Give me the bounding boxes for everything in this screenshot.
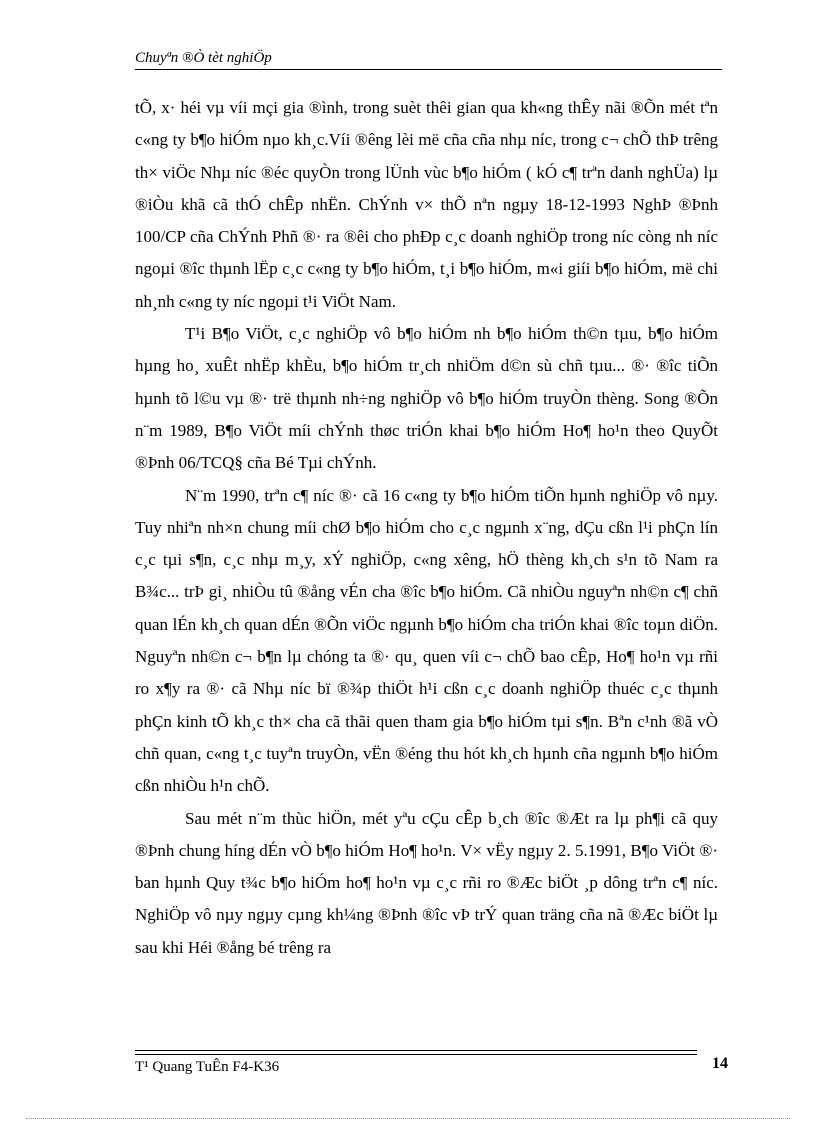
paragraph-3: N¨m 1990, trªn c¶ níc ®· cã 16 c«ng ty b¶o hiÓm tiÕn hµnh nghiÖp vô nµy. Tuy nhiªn nh×n chung míi chØ b¶o hiÓm cho c¸c ngµnh x¨ng, dÇu cßn l¹i phÇn lín c¸c tµi s¶n, c¸c nhµ m¸y, xÝ nghiÖp, c«ng xêng, hÖ thèng kh¸ch s¹n tõ Nam ra B¾c... trÞ gi¸ nhiÒu tû ®ång vÉn cha ®îc b¶o hiÓm. Cã nhiÒu nguyªn nh©n c¶ chñ quan lÉn kh¸ch quan dÉn ®Õn viÖc ngµnh b¶o hiÓm cha triÓn khai ®îc toµn diÖn. Nguyªn nh©n c¬ b¶n lµ chóng ta ®· qu¸ quen víi c¬ chÕ bao cÊp, Ho¶ ho¹n vµ rñi ro x¶y ra ®· cã Nhµ níc bï ®¾p thiÖt h¹i cßn c¸c doanh nghiÖp thuéc c¸c thµnh phÇn kinh tÕ kh¸c th× cha cã thãi quen tham gia b¶o hiÓm tµi s¶n. Bªn c¹nh ®ã vÒ chñ quan, c«ng t¸c tuyªn truyÒn, vËn ®éng thu hót kh¸ch hµnh cña ngµnh b¶o hiÓm cßn nhiÒu h¹n chÕ.	[135, 485, 718, 796]
page-bottom-dotted-line	[26, 1118, 790, 1119]
footer-author: T¹ Quang TuÊn F4-K36	[135, 1059, 280, 1075]
page-number: 14	[712, 1055, 728, 1072]
paragraph-2: T¹i B¶o ViÖt, c¸c nghiÖp vô b¶o hiÓm nh b¶o hiÓm th©n tµu, b¶o hiÓm hµng ho¸ xuÊt nhËp khÈu, b¶o hiÓm tr¸ch nhiÖm d©n sù chñ tµu... ®· ®îc tiÕn hµnh tõ l©u vµ ®· trë thµnh nh÷ng nghiÖp vô b¶o hiÓm truyÒn thèng. Song ®Õn n¨m 1989, B¶o ViÖt míi chÝnh thøc triÓn khai b¶o hiÓm Ho¶ ho¹n theo QuyÕt ®Þnh 06/TCQ§ cña Bé Tµi chÝnh.	[135, 324, 718, 473]
document-body	[135, 92, 718, 964]
paragraph-4: Sau mét n¨m thùc hiÖn, mét yªu cÇu cÊp b¸ch ®îc ®Æt ra lµ ph¶i cã quy ®Þnh chung híng dÉn vÒ b¶o hiÓm Ho¶ ho¹n. V× vËy ngµy 2. 5.1991, B¶o ViÖt ®· ban hµnh Quy t¾c b¶o hiÓm ho¶ ho¹n vµ c¸c rñi ro ®Æc biÖt ¸p dông trªn c¶ níc. NghiÖp vô nµy ngµy cµng kh¼ng ®Þnh ®îc vÞ trÝ quan träng cña nã ®Æc biÖt lµ sau khi Héi ®ång bé trêng ra	[135, 808, 718, 957]
page-header-title: Chuyªn ®Ò tèt nghiÖp	[135, 50, 272, 66]
header-divider	[135, 69, 722, 70]
paragraph-1: tÕ, x· héi vµ víi mçi gia ®ình, trong suèt thêi gian qua kh«ng thÊy nãi ®Õn mét tªn c«ng ty b¶o hiÓm nµo kh¸c.Víi ®êng lèi më cña cña nhµ níc, trong c¬ chÕ thÞ trêng th× viÖc Nhµ níc ®éc quyÒn trong lÜnh vùc b¶o hiÓm ( kÓ c¶ trªn danh nghÜa) lµ ®iÒu khã cã thÓ chÊp nhËn. ChÝnh v× thÕ nªn ngµy 18-12-1993 NghÞ ®Þnh 100/CP cña ChÝnh Phñ ®· ra ®êi cho phÐp c¸c doanh nghiÖp trong níc còng nh níc ngoµi ®îc thµnh lËp c¸c c«ng ty b¶o hiÓm, t¸i b¶o hiÓm, m«i giíi b¶o hiÓm, më chi nh¸nh c«ng ty níc ngoµi t¹i ViÖt Nam.	[135, 98, 718, 311]
footer-divider	[135, 1050, 697, 1055]
